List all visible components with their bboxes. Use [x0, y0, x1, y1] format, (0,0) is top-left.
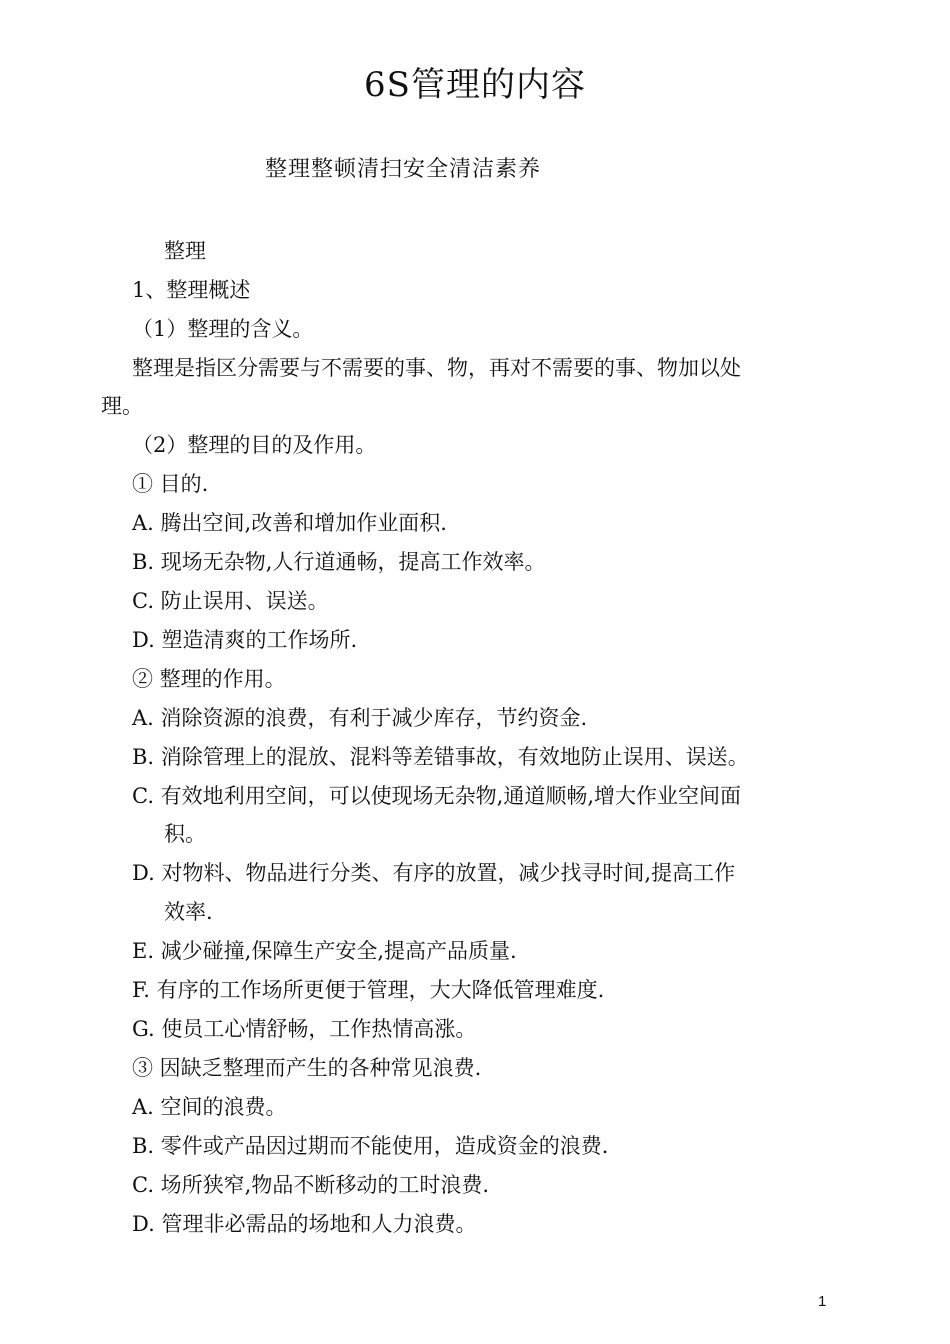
paragraph-line: B. 消除管理上的混放、混料等差错事故，有效地防止误用、误送。 — [132, 745, 749, 769]
paragraph-line: E. 减少碰撞,保障生产安全,提高产品质量. — [132, 939, 517, 963]
paragraph-line: C. 有效地利用空间，可以使现场无杂物,通道顺畅,增大作业空间面 — [132, 784, 742, 808]
paragraph-line: 1、整理概述 — [132, 278, 251, 302]
paragraph-line: （2）整理的目的及作用。 — [132, 433, 377, 457]
paragraph-line: D. 管理非必需品的场地和人力浪费。 — [132, 1212, 477, 1236]
paragraph-line: ③ 因缺乏整理而产生的各种常见浪费. — [132, 1056, 482, 1080]
paragraph-line: A. 腾出空间,改善和增加作业面积. — [132, 511, 447, 535]
paragraph-line: 效率. — [164, 900, 213, 924]
page-number: 1 — [818, 1293, 827, 1310]
paragraph-line: A. 空间的浪费。 — [132, 1095, 287, 1119]
paragraph-line: ② 整理的作用。 — [132, 667, 286, 691]
paragraph-line: A. 消除资源的浪费，有利于减少库存，节约资金. — [132, 706, 588, 730]
paragraph-line: ① 目的. — [132, 472, 209, 496]
paragraph-line: G. 使员工心情舒畅，工作热情高涨。 — [132, 1017, 477, 1041]
paragraph-line: C. 防止误用、误送。 — [132, 589, 329, 613]
paragraph-line: 积。 — [164, 822, 206, 846]
paragraph-line: 理。 — [101, 394, 143, 418]
paragraph-line: B. 现场无杂物,人行道通畅，提高工作效率。 — [132, 550, 546, 574]
paragraph-line: F. 有序的工作场所更便于管理，大大降低管理难度. — [132, 978, 605, 1002]
paragraph-line: D. 对物料、物品进行分类、有序的放置，减少找寻时间,提高工作 — [132, 861, 736, 885]
document-subtitle: 整理整顿清扫安全清洁素养 — [265, 157, 542, 182]
paragraph-line: B. 零件或产品因过期而不能使用，造成资金的浪费. — [132, 1134, 609, 1158]
section-heading: 整理 — [164, 239, 206, 263]
paragraph-line: （1）整理的含义。 — [132, 317, 314, 341]
document-title: 6S管理的内容 — [364, 65, 586, 105]
paragraph-line: 整理是指区分需要与不需要的事、物，再对不需要的事、物加以处 — [132, 356, 741, 380]
paragraph-line: C. 场所狭窄,物品不断移动的工时浪费. — [132, 1173, 490, 1197]
paragraph-line: D. 塑造清爽的工作场所. — [132, 628, 358, 652]
